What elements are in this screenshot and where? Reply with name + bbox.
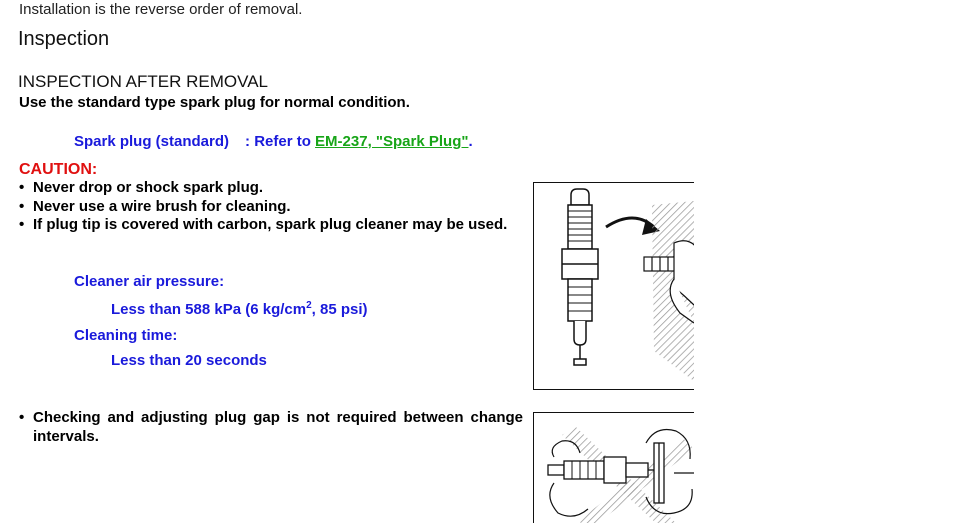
list-item: • Never use a wire brush for cleaning.: [19, 198, 523, 217]
spark-plug-reference-link[interactable]: EM-237, "Spark Plug": [315, 133, 469, 150]
cleaner-pressure-value: [111, 300, 368, 318]
cleaning-time-value: Less than 20 seconds: [111, 352, 267, 369]
spec-refer: : Refer to: [245, 133, 316, 150]
gap-note-list: [19, 409, 523, 446]
spark-plug-illustration: [534, 183, 694, 389]
section-title: Inspection: [18, 28, 110, 50]
intro-text: Use the standard type spark plug for normal condition.: [19, 94, 410, 111]
spark-plug-figure: [533, 182, 694, 390]
caution-list: [19, 179, 523, 235]
cleaning-time-label: Cleaning time:: [74, 327, 178, 344]
spark-plug-spec: [74, 133, 473, 150]
pressure-value-end: , 85 psi): [311, 301, 368, 318]
caution-label: CAUTION:: [19, 161, 98, 178]
pressure-value-sup: 2: [306, 300, 312, 311]
plug-gap-illustration: [534, 413, 694, 523]
subsection-title: INSPECTION AFTER REMOVAL: [18, 72, 269, 91]
list-item: • If plug tip is covered with carbon, spark plug cleaner may be used.: [19, 216, 523, 235]
list-item: • Checking and adjusting plug gap is not required between change intervals.: [19, 409, 523, 446]
pressure-value-main: Less than 588 kPa (6 kg/cm: [111, 301, 307, 318]
spec-suffix: .: [468, 133, 473, 150]
plug-gap-figure: [533, 412, 694, 523]
installation-note: Installation is the reverse order of removal.: [19, 1, 303, 18]
cleaner-pressure-label: Cleaner air pressure:: [74, 273, 225, 290]
list-item: • Never drop or shock spark plug.: [19, 179, 523, 198]
spec-label: Spark plug (standard): [74, 133, 230, 150]
